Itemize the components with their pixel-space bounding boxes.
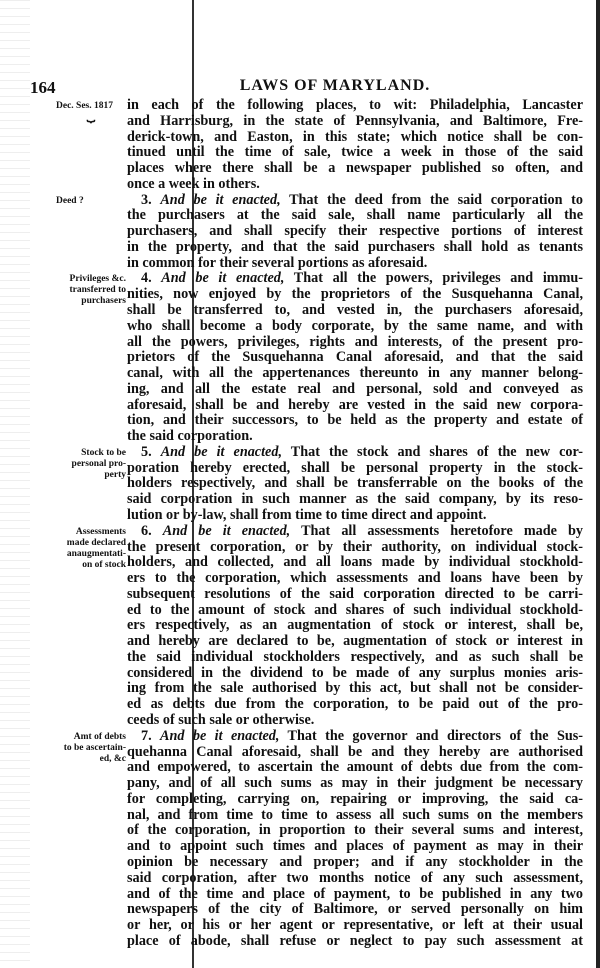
line-text: said corporation, after two months notice of any such assessment, (127, 869, 583, 886)
text-line (127, 586, 583, 602)
text-line (127, 223, 583, 239)
margin-note-line: purchasers (81, 296, 126, 307)
text-line (127, 381, 583, 397)
line-text: pany, and of all such sums as may in their judgment be necessary (127, 775, 583, 792)
line-text: derick-town, and Easton, in this state; which notice shall be con- (127, 128, 583, 145)
margin-note-line: Deed ? (56, 195, 84, 206)
margin-note-line: personal pro- (71, 458, 126, 469)
text-line (127, 176, 583, 192)
text-line (127, 822, 583, 838)
text-line (127, 539, 583, 555)
text-line (127, 917, 583, 933)
line-text: holders respectively, and shall be transferrable on the books of the (127, 475, 583, 492)
enacting-clause: And be it enacted, (160, 191, 281, 208)
line-text: or her, or his or her agent or representative, or left at their usual (127, 917, 583, 934)
text-line (127, 665, 583, 681)
margin-note-line: ed, &c (99, 753, 126, 764)
text-line (127, 444, 583, 460)
text-line (127, 318, 583, 334)
line-text: of the corporation, in proportion to their several sums and interest, (127, 822, 583, 839)
text-line (127, 302, 583, 318)
line-text: in the property, and that the said purchasers shall hold as tenants (127, 238, 583, 255)
line-text: the said individual stockholders respectively, and as such shall be (127, 648, 583, 665)
text-line (127, 838, 583, 854)
text-line (127, 712, 583, 728)
line-text: canal, with all the appertenances thereunto in any manner belong- (127, 365, 583, 382)
margin-note (56, 196, 126, 207)
text-line (127, 554, 583, 570)
line-text: ers respectively, as an augmentation of stock or interest, shall be, (127, 617, 583, 634)
margin-note (56, 527, 126, 571)
text-line (127, 854, 583, 870)
line-text: once a week in others. (127, 175, 260, 192)
text-line (127, 807, 583, 823)
line-text: nal, and from time to time to assess all such sums on the members (127, 806, 583, 823)
text-line (127, 570, 583, 586)
text-line (127, 775, 583, 791)
line-text: lution or by-law, shall from time to time direct and appoint. (127, 507, 487, 524)
line-text: ing, and all the estate real and personal, sold and conveyed as (127, 380, 583, 397)
line-text: aforesaid, shall be and hereby are vested in the said new corpora- (127, 396, 583, 413)
line-text: poration hereby erected, shall be personal property in the stock- (127, 459, 583, 476)
enacting-clause: And be it enacted, (160, 727, 280, 744)
line-text: and of the time and place of payment, to be published in any two (127, 885, 583, 902)
line-text: ed to the amount of stock and shares of such individual stockhold- (127, 601, 583, 618)
section-number: 5. (141, 443, 161, 460)
line-text: ceeds of such sale or otherwise. (127, 712, 315, 729)
line-text: That all the powers, privileges and immu- (284, 270, 584, 287)
margin-note-line: perty (104, 469, 126, 480)
line-text: That all assessments heretofore made by (290, 522, 584, 539)
margin-note (56, 732, 126, 765)
line-text: holders, and collected, and all loans made by individual stockhold- (127, 554, 583, 571)
line-text: opinion be necessary and proper; and if any stockholder in the (127, 853, 583, 870)
margin-note-line: Dec. Ses. 1817 (56, 101, 113, 111)
text-line (127, 270, 583, 286)
line-text: place of abode, shall refuse or neglect to pay such assessment at (127, 932, 583, 949)
text-line (127, 791, 583, 807)
text-line (127, 412, 583, 428)
section-number: 3. (141, 191, 161, 208)
text-line (127, 728, 583, 744)
line-text: prietors of the Susquehanna Canal aforesaid, and that the said (127, 349, 583, 366)
line-text: newspapers of the city of Baltimore, or served personally on him (127, 901, 583, 918)
margin-note (56, 448, 126, 481)
line-text: places where there shall be a newspaper published so often, and (127, 160, 583, 177)
line-text: and Harrisburg, in the state of Pennsylvania, and Baltimore, Fre- (127, 112, 583, 129)
line-text: shall be transferred to, and vested in, the purchasers aforesaid, (127, 302, 583, 318)
text-line (127, 602, 583, 618)
text-line (127, 192, 583, 208)
margin-note-line: on of stock (82, 559, 126, 570)
line-text: subsequent resolutions of the said corporation directed to be carri- (127, 585, 583, 602)
margin-note-line: Stock to be (81, 447, 126, 458)
line-text: ing from the sale authorised by this act, but shall not be consider- (127, 680, 583, 697)
line-text: That the governor and directors of the Sus- (279, 727, 584, 744)
margin-note (56, 101, 126, 123)
margin-note (56, 274, 126, 307)
text-line (127, 286, 583, 302)
line-text: and hereby are declared to be, augmentation of stock or interest in (127, 633, 583, 650)
text-line (127, 365, 583, 381)
text-line (127, 160, 583, 176)
text-line (127, 97, 583, 113)
line-text: considered in the dividend to be made of any surplus monies aris- (127, 664, 583, 681)
text-line (127, 759, 583, 775)
line-text: quehanna Canal aforesaid, shall be and they hereby are authorised (127, 743, 583, 760)
line-text: ers to the corporation, which assessments and loans have been by (127, 570, 583, 587)
text-line (127, 129, 583, 145)
text-line (127, 349, 583, 365)
text-line (127, 649, 583, 665)
section-number: 7. (141, 727, 161, 744)
enacting-clause: And be it enacted, (161, 270, 285, 287)
line-text: That the deed from the said corporation to (280, 191, 583, 208)
text-line (127, 144, 583, 160)
line-text: for completing, carrying on, repairing or improving, the said ca- (127, 790, 583, 807)
line-text: the said corporation. (127, 428, 253, 445)
scan-noise-margin (0, 0, 30, 968)
page-edge (596, 0, 600, 968)
text-line (127, 933, 583, 949)
margin-note-line: Assessments (75, 526, 126, 537)
margin-note-line: transferred to (69, 285, 126, 296)
text-line (127, 255, 583, 271)
line-text: in each of the following places, to wit: Philadelphia, Lancaster (127, 97, 583, 113)
text-line (127, 491, 583, 507)
enacting-clause: And be it enacted, (162, 522, 291, 539)
text-line (127, 113, 583, 129)
section-number: 4. (141, 270, 162, 287)
line-text: purchasers, and shall specify their respective portions of interest (127, 223, 583, 240)
line-text: in common for their several portions as aforesaid. (127, 254, 428, 271)
text-line (127, 886, 583, 902)
line-text: and to appoint such times and places of payment as may in their (127, 838, 583, 855)
line-text: That the stock and shares of the new cor- (282, 443, 583, 460)
margin-note-line: made declared (66, 537, 126, 548)
line-text: all the powers, privileges, rights and interests, of the present pro- (127, 333, 583, 350)
running-head: LAWS OF MARYLAND. (239, 77, 431, 94)
line-text: said corporation in such manner as the said company, by its reso- (127, 491, 583, 508)
line-text: ed as debts due from the corporation, to be paid out of the pro- (127, 696, 583, 713)
line-text: tinued until the time of sale, twice a week in those of the said (127, 144, 583, 161)
line-text: nities, now enjoyed by the proprietors of the Susquehanna Canal, (127, 286, 583, 303)
page-number: 164 (30, 78, 56, 97)
text-line (127, 397, 583, 413)
text-line (127, 428, 583, 444)
text-line (127, 523, 583, 539)
margin-note-line: to be ascertain- (63, 742, 126, 753)
text-line (127, 870, 583, 886)
brace-ornament: ⏟ (86, 108, 96, 123)
text-line (127, 744, 583, 760)
section-number: 6. (141, 522, 163, 539)
text-line (127, 334, 583, 350)
text-line (127, 507, 583, 523)
line-text: the present corporation, or by their authority, on individual stock- (127, 538, 583, 555)
text-line (127, 460, 583, 476)
text-line (127, 207, 583, 223)
line-text: tion, and their successors, to be held as the property and estate of (127, 412, 583, 429)
margin-note-line: Amt of debts (73, 731, 126, 742)
margin-note-line: Privileges &c. (69, 274, 126, 285)
margin-note-line: anaugmentati- (66, 548, 126, 559)
enacting-clause: And be it enacted, (160, 443, 282, 460)
text-line (127, 696, 583, 712)
text-line (127, 617, 583, 633)
text-line (127, 901, 583, 917)
line-text: who shall become a body corporate, by the same name, and with (127, 317, 583, 334)
text-line (127, 633, 583, 649)
text-line (127, 680, 583, 696)
line-text: the purchasers at the said sale, shall name particularly all the (127, 207, 583, 224)
text-line (127, 239, 583, 255)
line-text: and empowered, to ascertain the amount of debts due from the com- (127, 759, 583, 776)
text-line (127, 475, 583, 491)
